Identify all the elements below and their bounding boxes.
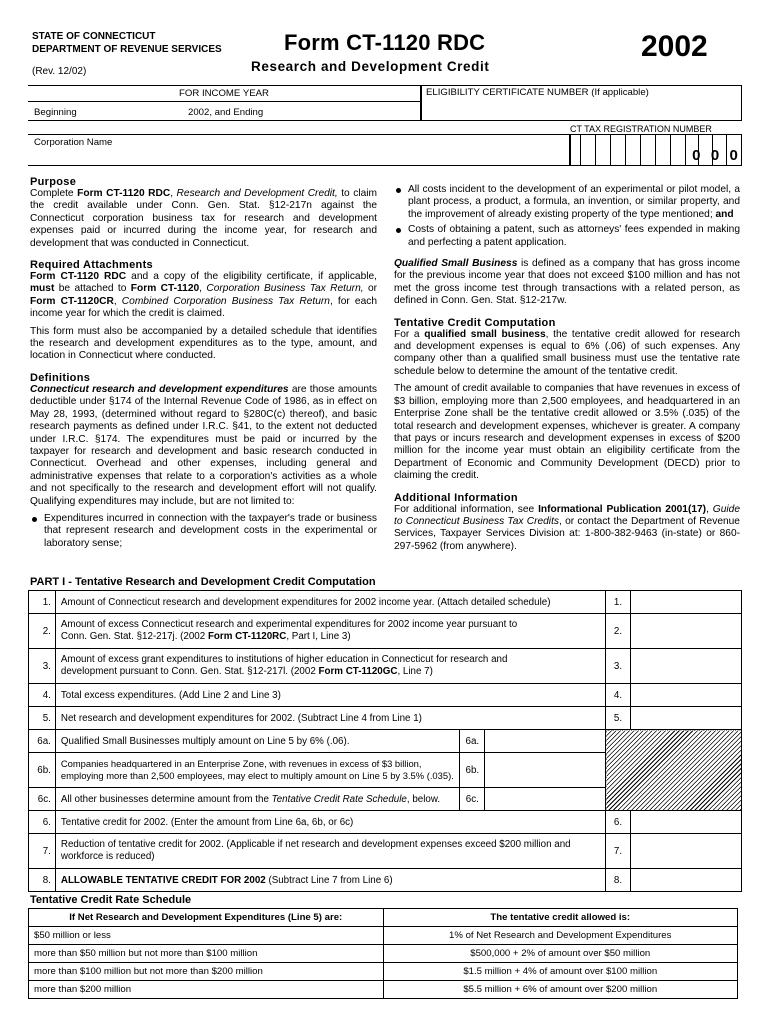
agency-name <box>32 30 222 56</box>
line-8-amount[interactable] <box>630 869 741 892</box>
beginning-label: Beginning <box>34 107 77 118</box>
rate-schedule-title: Tentative Credit Rate Schedule <box>30 894 192 906</box>
line-7-row: 7. Reduction of tentative credit for 2002. (Applicable if net research and development expenses exceed $200 million and workforce is reduced) 7. <box>29 834 742 869</box>
attachments-heading: Required Attachments <box>30 259 153 272</box>
ending-label: 2002, and Ending <box>188 107 264 118</box>
line-4-amount[interactable] <box>630 684 741 707</box>
form-year: 2002 <box>641 30 708 63</box>
part1-title: PART I - Tentative Research and Development Credit Computation <box>30 576 376 588</box>
qsb-definition: Qualified Small Business is defined as a company that has gross income for the previous income year that does not exceed $100 million and has not met the gross income test through transactions with a related person, as defined in Conn. Gen. Stat. §12-217w. <box>394 258 740 307</box>
reg-digit: 0 <box>729 147 738 164</box>
line-5-row: 5. Net research and development expenditures for 2002. (Subtract Line 4 from Line 1) 5. <box>29 707 742 730</box>
additional-info-text: For additional information, see Informational Publication 2001(17), Guide to Connecticut Business Tax Credits, or contact the Department of Revenue Services, Taxpayer Services Division at: 1-800-382-9463 (in-state) or 860-297-5962 (from anywhere). <box>394 503 740 552</box>
rate-row: more than $50 million but not more than $100 million $500,000 + 2% of amount over $50 million <box>29 945 738 963</box>
income-year-label: FOR INCOME YEAR <box>28 88 420 102</box>
reg-digit: 0 <box>692 147 701 164</box>
purpose-text: Complete Form CT-1120 RDC, Research and Development Credit, to claim the credit available under Conn. Gen. Stat. §12-217n against the Connecticut corporation business tax for research and development expenses paid or incurred during the income year, for research and development that was conducted in Connecticut. <box>30 188 378 249</box>
line-4-row: 4. Total excess expenditures. (Add Line 2 and Line 3) 4. <box>29 684 742 707</box>
line-6a-row: 6a. Qualified Small Businesses multiply amount on Line 5 by 6% (.06). 6a. <box>29 730 742 753</box>
line-6c-amount[interactable] <box>485 788 606 811</box>
line-6b-amount[interactable] <box>485 753 606 788</box>
line-7-amount[interactable] <box>630 834 741 869</box>
rate-row: $50 million or less 1% of Net Research and Development Expenditures <box>29 927 738 945</box>
tentative-credit-text-2: The amount of credit available to companies that have revenues in excess of $3 billion, employing more than 2,500 employees, and headquartered in an Enterprise Zone shall be the tentative credit allowed or 3.5% (.035) of the total research and development expenses, whichever is greater. A company that pays or incurs research and development expenses in excess of $200 million for the income year must obtain an eligibility certificate from the Department of Economic and Community Development (DECD) prior to claiming the credit. <box>394 383 741 482</box>
costs-bullet-1: All costs incident to the development of an experimental or pilot model, a plant process, a product, a formula, an invention, or similar property, and the improvement of already existing property of the type mentioned; and <box>394 184 740 221</box>
form-subtitle: Research and Development Credit <box>251 59 490 74</box>
agency-line-1: STATE OF CONNECTICUT <box>32 31 156 42</box>
line-6b-row: 6b. Companies headquartered in an Enterprise Zone, with revenues in excess of $3 billion, employing more than 2,500 employees, may elect to multiply amount on Line 5 by 3.5% (.035). 6b. <box>29 753 742 788</box>
additional-info-heading: Additional Information <box>394 491 518 504</box>
definitions-bullet: Expenditures incurred in connection with the taxpayer's trade or business that represent research and development costs in the experimental or laboratory sense; <box>30 513 377 550</box>
line-6-amount[interactable] <box>630 811 741 834</box>
line-2-row: 2. Amount of excess Connecticut research and experimental expenditures for 2002 income year pursuant to Conn. Gen. Stat. §12-217j. (2002 Form CT-1120RC, Part I, Line 3) 2. <box>29 614 742 649</box>
line-2-amount[interactable] <box>630 614 741 649</box>
purpose-heading: Purpose <box>30 176 77 188</box>
attachments-text-2: This form must also be accompanied by a detailed schedule that identifies the research and development expenditures as to the type, amount, and location in Connecticut where conducted. <box>30 325 377 362</box>
rate-row: more than $100 million but not more than $200 million $1.5 million + 4% of amount over $100 million <box>29 963 738 981</box>
definitions-text: Connecticut research and development expenditures are those amounts deductible under §174 of the Internal Revenue Code of 1986, as in effect on May 28, 1993, (determined without regard to §280C(c) thereof), and basic research payments as defined under I.R.C. §41, to the extent not deducted under I.R.C. §174. The expenditures must be paid or incurred by the taxpayer for research and development and basic research conducted in Connecticut. Overhead and other expenses, including general and administrative expenses that relate to a corporation's activities as a whole and not specifically to the research and development effort will not qualify. Qualifying expenditures may include, but are not limited to: <box>30 383 377 507</box>
line-6a-amount[interactable] <box>485 730 606 753</box>
rate-header-row: If Net Research and Development Expenditures (Line 5) are: The tentative credit allowed is: <box>29 909 738 927</box>
costs-bullet-2: Costs of obtaining a patent, such as attorneys' fees expended in making and perfecting a patent application. <box>394 224 740 249</box>
income-year-box[interactable] <box>28 85 421 121</box>
eligibility-certificate-field[interactable] <box>421 85 742 121</box>
line-3-row: 3. Amount of excess grant expenditures to institutions of higher education in Connecticut for research and development pursuant to Conn. Gen. Stat. §12-217l. (2002 Form CT-1120GC, Line 7) 3. <box>29 649 742 684</box>
definitions-heading: Definitions <box>30 371 91 384</box>
line-5-amount[interactable] <box>630 707 741 730</box>
revision-date: (Rev. 12/02) <box>32 66 87 77</box>
left-instructions <box>30 176 377 550</box>
line-3-amount[interactable] <box>630 649 741 684</box>
tentative-credit-text: For a qualified small business, the tentative credit allowed for research and development expenses is equal to 6% (.06) of such expenses. Any company other than a qualified small business must use the tentative rate schedule below to determine the amount of the tentative credit. <box>394 328 740 377</box>
line-6-row: 6. Tentative credit for 2002. (Enter the amount from Line 6a, 6b, or 6c) 6. <box>29 811 742 834</box>
corporation-name-label: Corporation Name <box>34 137 113 148</box>
attachments-text: Form CT-1120 RDC and a copy of the eligibility certificate, if applicable, must be attached to Form CT-1120, Corporation Business Tax Return, or Form CT-1120CR, Combined Corporation Business Tax Return, for each income year for which the credit is claimed. <box>30 271 378 320</box>
eligibility-label: ELIGIBILITY CERTIFICATE NUMBER (If applicable) <box>426 87 649 98</box>
agency-line-2: DEPARTMENT OF REVENUE SERVICES <box>32 44 222 55</box>
line-1-amount[interactable] <box>630 591 741 614</box>
registration-label: CT TAX REGISTRATION NUMBER <box>570 124 712 134</box>
right-instructions <box>394 184 740 553</box>
form-title: Form CT-1120 RDC <box>284 30 486 55</box>
tentative-credit-heading: Tentative Credit Computation <box>394 316 556 329</box>
line-6c-row: 6c. All other businesses determine amount from the Tentative Credit Rate Schedule, below. 6c. <box>29 788 742 811</box>
registration-number-field[interactable] <box>570 134 742 166</box>
reg-digit: 0 <box>710 147 720 164</box>
hatched-area <box>606 730 742 811</box>
line-8-row: 8. ALLOWABLE TENTATIVE CREDIT FOR 2002 (Subtract Line 7 from Line 6) 8. <box>29 869 742 892</box>
corporation-name-field[interactable] <box>28 134 570 166</box>
line-1-row: 1. Amount of Connecticut research and development expenditures for 2002 income year. (Attach detailed schedule) 1. <box>29 591 742 614</box>
rate-schedule-table <box>28 908 738 999</box>
part1-table <box>28 590 742 892</box>
rate-row: more than $200 million $5.5 million + 6% of amount over $200 million <box>29 981 738 999</box>
